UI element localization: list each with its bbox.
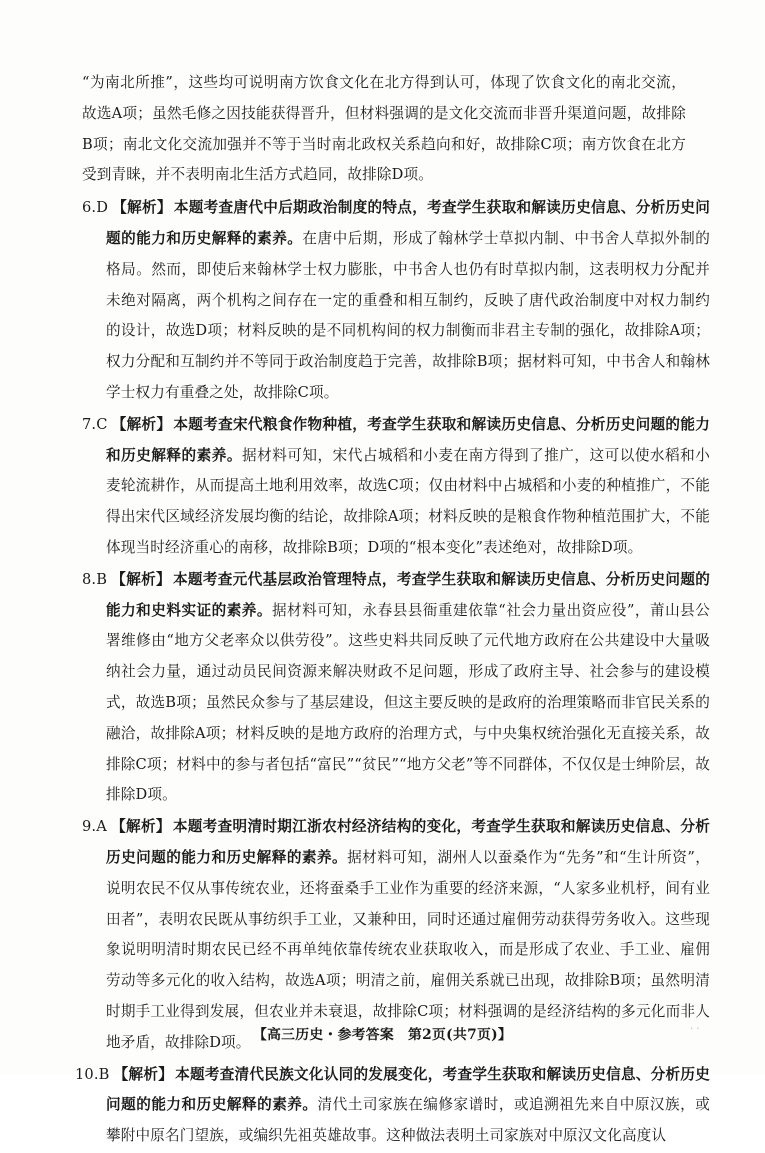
item-lead: 本题考查清代民族文化认同的发展变化，考查学生获取和解读历史信息、分析历史问题的能力和历史解释的素养。 — [106, 1065, 710, 1114]
corner-mark: · · — [690, 1024, 700, 1035]
item-lead: 本题考查宋代粮食作物种植，考查学生获取和解读历史信息、分析历史问题的能力和历史解释的素养。 — [106, 415, 710, 464]
item-body: 据材料可知，宋代占城稻和小麦在南方得到了推广，这可以使水稻和小麦轮流耕作，从而提高土地利用效率，故选C项；仅由材料中占城稻和小麦的种植推广，不能得出宋代区域经济发展均衡的结论，故排除A项；材料反映的是粮食作物种植范围扩大，不能体现当时经济重心的南移，故排除B项；D项的“根本变化”表述绝对，故排除D项。 — [106, 446, 710, 556]
analysis-tag: 【解析】 — [112, 199, 172, 217]
item-body: 在唐中后期，形成了翰林学士草拟内制、中书舍人草拟外制的格局。然而，即使后来翰林学士权力膨胀，中书舍人也仍有时草拟内制，这表明权力分配并未绝对隔离，两个机构之间存在一定的重叠和相互制约，反映了唐代政治制度中对权力制约的设计，故选D项；材料反映的是不同机构间的权力制衡而非君主专制的强化，故排除A项；权力分配和互制约并不等同于政治制度趋于完善，故排除B项；据材料可知，中书舍人和翰林学士权力有重叠之处，故排除C项。 — [106, 229, 710, 401]
item-body: 据材料可知，湖州人以蚕桑作为“先务”和“生计所资”，说明农民不仅从事传统农业，还将蚕桑手工业作为重要的经济来源，“人家多业机杼，间有业田者”，表明农民既从事纺织手工业，又兼种田，同时还通过雇佣劳动获得劳务收入。这些现象说明明清时期农民已经不再单纯依靠传统农业获取收入，而是形成了农业、手工业、雇佣劳动等多元化的收入结构，故选A项；明清之前，雇佣关系就已出现，故排除B项；虽然明清时期手工业得到发展，但农业并未衰退，故排除C项；材料强调的是经济结构的多元化而非人地矛盾，故排除D项。 — [106, 848, 710, 1051]
answer-item-7 — [82, 410, 710, 564]
intro-paragraph: “为南北所推”，这些均可说明南方饮食文化在北方得到认可，体现了饮食文化的南北交流，故选A项；虽然毛修之因技能获得晋升，但材料强调的是文化交流而非晋升渠道问题，故排除B项；南北文化交流加强并不等于当时南北政权关系趋向和好，故排除C项；南方饮食在北方受到青睐，并不表明南北生活方式趋同，故排除D项。 — [82, 74, 686, 184]
analysis-tag: 【解析】 — [111, 415, 172, 433]
analysis-tag: 【解析】 — [111, 570, 171, 588]
answer-item-8 — [82, 565, 710, 811]
item-number: 6.D — [82, 199, 109, 217]
item-lead: 本题考查元代基层政治管理特点，考查学生获取和解读历史信息、分析历史问题的能力和史料实证的素养。 — [106, 570, 710, 619]
item-number: 9.A — [82, 818, 107, 836]
item-number: 7.C — [82, 415, 108, 433]
item-lead: 本题考查明清时期江浙农村经济结构的变化，考查学生获取和解读历史信息、分析历史问题的能力和历史解释的素养。 — [106, 818, 710, 866]
item-body: 清代土司家族在编修家谱时，或追溯祖先来自中原汉族，或攀附中原名门望族，或编织先祖英雄故事。这种做法表明土司家族对中原汉文化高度认 — [106, 1096, 710, 1145]
answer-item-9 — [82, 812, 710, 1058]
answer-content — [0, 68, 765, 1153]
item-number: 10.B — [75, 1065, 110, 1083]
page-footer: 【高三历史・参考答案 第2页(共7页)】 — [252, 1027, 512, 1043]
item-lead: 本题考查唐代中后期政治制度的特点，考查学生获取和解读历史信息、分析历史问题的能力和历史解释的素养。 — [106, 199, 710, 247]
item-number: 8.B — [82, 570, 108, 588]
answer-item-6 — [82, 193, 710, 409]
answer-item-10 — [75, 1060, 710, 1152]
analysis-tag: 【解析】 — [113, 1065, 174, 1083]
item-body: 据材料可知，永春县县衙重建依靠“社会力量出资应役”，莆山县公署维修由“地方父老率众以供劳役”。这些史料共同反映了元代地方政府在公共建设中大量吸纳社会力量，通过动员民间资源来解决财政不足问题，形成了政府主导、社会参与的建设模式，故选B项；虽然民众参与了基层建设，但这主要反映的是政府的治理策略而非官民关系的融洽，故排除A项；材料反映的是地方政府的治理方式，与中央集权统治强化无直接关系，故排除C项；材料中的参与者包括“富民”“贫民”“地方父老”等不同群体，不仅仅是士绅阶层，故排除D项。 — [106, 601, 710, 804]
analysis-tag: 【解析】 — [110, 818, 171, 836]
